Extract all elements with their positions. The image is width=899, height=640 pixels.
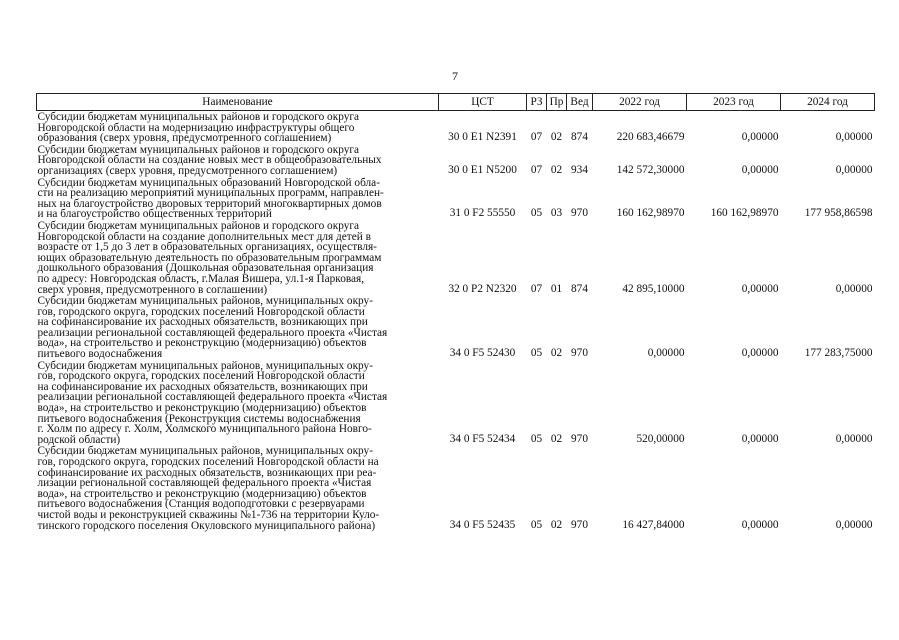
row-rz: 07 bbox=[530, 163, 543, 176]
name-line: вода», на строительство и реконструкцию (модернизацию) объектов bbox=[37, 337, 367, 350]
row-name bbox=[37, 111, 439, 144]
row-name bbox=[37, 177, 439, 220]
row-name bbox=[37, 220, 439, 295]
row-pr: 01 bbox=[550, 282, 563, 295]
name-line: реализации региональной составляющей федерального проекта «Чистая bbox=[37, 326, 388, 339]
name-line: родской области) bbox=[37, 433, 121, 446]
row-cst: 34 0 F5 52435 bbox=[449, 518, 516, 531]
name-line: возрасте от 1,5 до 3 лет в образовательных организациях, осуществля- bbox=[37, 241, 377, 254]
row-2023: 0,00000 bbox=[741, 347, 779, 360]
row-2024: 0,00000 bbox=[835, 131, 873, 144]
name-line: вода», на строительство и реконструкцию (модернизацию) объектов bbox=[37, 402, 367, 415]
row-2022: 0,00000 bbox=[647, 347, 685, 360]
row-2023: 0,00000 bbox=[741, 131, 779, 144]
row-2023: 0,00000 bbox=[741, 432, 779, 445]
row-ved: 970 bbox=[571, 518, 588, 531]
row-2024: 177 958,86598 bbox=[804, 207, 873, 220]
name-line: ных на благоустройство дворовых территорий многоквартирных домов bbox=[37, 197, 382, 210]
row-cst: 34 0 F5 52430 bbox=[449, 347, 516, 360]
budget-table bbox=[36, 93, 875, 531]
name-line: дошкольного образования (Дошкольная образовательная организация bbox=[37, 262, 374, 275]
row-pr: 02 bbox=[550, 518, 563, 531]
name-line: сверх уровня, предусмотренного в соглашении) bbox=[37, 283, 268, 296]
row-cst: 31 0 F2 55550 bbox=[449, 207, 516, 220]
row-rz: 05 bbox=[530, 207, 543, 220]
row-2022: 42 895,10000 bbox=[622, 282, 685, 295]
row-pr: 02 bbox=[550, 432, 563, 445]
header-cst: ЦСТ bbox=[439, 94, 527, 111]
name-line: Субсидии бюджетам муниципальных районов и городского округа bbox=[37, 111, 359, 123]
name-line: Субсидии бюджетам муниципальных образований Новгородской обла- bbox=[37, 176, 380, 189]
row-name bbox=[37, 360, 439, 446]
header-2024: 2024 год bbox=[781, 94, 875, 111]
name-line: гов, городского округа, городских поселений Новгородской области bbox=[37, 370, 365, 383]
row-pr: 02 bbox=[550, 163, 563, 176]
name-line: по адресу: Новгородская область, г.Малая Вишера, ул.1-я Парковая, bbox=[37, 272, 365, 285]
row-pr: 03 bbox=[550, 207, 563, 220]
name-line: Новгородской области на создание дополнительных мест для детей в bbox=[37, 230, 371, 243]
table-row bbox=[37, 144, 875, 177]
table-row bbox=[37, 177, 875, 220]
row-rz: 05 bbox=[530, 347, 543, 360]
row-ved: 970 bbox=[571, 207, 588, 220]
row-2023: 160 162,98970 bbox=[710, 207, 779, 220]
name-line: ющих образовательную деятельность по образовательным программам bbox=[37, 251, 382, 264]
row-2024: 0,00000 bbox=[835, 163, 873, 176]
header-2023: 2023 год bbox=[687, 94, 781, 111]
name-line: гов, городского округа, городских поселений Новгородской области bbox=[37, 305, 365, 318]
name-line: софинансирование их расходных обязательств, возникающих при реа- bbox=[37, 466, 377, 479]
row-2022: 16 427,84000 bbox=[622, 518, 685, 531]
row-pr: 02 bbox=[550, 347, 563, 360]
header-2022: 2022 год bbox=[593, 94, 687, 111]
table-body bbox=[37, 111, 875, 532]
row-cst: 30 0 E1 N5200 bbox=[448, 163, 517, 176]
header-name: Наименование bbox=[37, 94, 439, 111]
row-cst: 32 0 P2 N2320 bbox=[448, 282, 517, 295]
name-line: образования (сверх уровня, предусмотренного соглашением) bbox=[37, 132, 332, 145]
row-2022: 520,00000 bbox=[636, 432, 685, 445]
row-ved: 934 bbox=[571, 163, 588, 176]
row-2023: 0,00000 bbox=[741, 518, 779, 531]
name-line: на софинансирование их расходных обязательств, возникающих при bbox=[37, 316, 368, 329]
name-line: Субсидии бюджетам муниципальных районов и городского округа bbox=[37, 143, 359, 156]
row-2024: 177 283,75000 bbox=[804, 347, 873, 360]
name-line: Субсидии бюджетам муниципальных районов и городского округа bbox=[37, 219, 359, 232]
row-name bbox=[37, 445, 439, 531]
row-ved: 874 bbox=[571, 131, 588, 144]
name-line: питьевого водоснабжения (Станция водоподготовки с резервуарами bbox=[37, 498, 365, 511]
row-name bbox=[37, 144, 439, 177]
row-rz: 07 bbox=[530, 131, 543, 144]
name-line: г. Холм по адресу г. Холм, Холмского муниципального района Новго- bbox=[37, 423, 372, 436]
name-line: питьевого водоснабжения (Реконструкция системы водоснабжения bbox=[37, 412, 361, 425]
header-row bbox=[37, 94, 875, 111]
row-2023: 0,00000 bbox=[741, 163, 779, 176]
row-ved: 874 bbox=[571, 282, 588, 295]
row-rz: 07 bbox=[530, 282, 543, 295]
name-line: Субсидии бюджетам муниципальных районов, муниципальных окру- bbox=[37, 359, 373, 372]
name-line: на софинансирование их расходных обязательств, возникающих при bbox=[37, 380, 368, 393]
row-2024: 0,00000 bbox=[835, 432, 873, 445]
row-2023: 0,00000 bbox=[741, 282, 779, 295]
row-ved: 970 bbox=[571, 432, 588, 445]
name-line: организациях (сверх уровня, предусмотренного соглашением) bbox=[37, 164, 338, 177]
table-row bbox=[37, 360, 875, 446]
row-cst: 34 0 F5 52434 bbox=[449, 432, 516, 445]
name-line: тинского городского поселения Окуловского муниципального района) bbox=[37, 519, 376, 532]
row-rz: 05 bbox=[530, 518, 543, 531]
row-name bbox=[37, 295, 439, 360]
row-rz: 05 bbox=[530, 432, 543, 445]
table-row bbox=[37, 295, 875, 360]
name-line: Субсидии бюджетам муниципальных районов, муниципальных окру- bbox=[37, 295, 373, 308]
row-2022: 160 162,98970 bbox=[616, 207, 685, 220]
name-line: лизации региональной составляющей федерального проекта «Чистая bbox=[37, 477, 372, 490]
name-line: питьевого водоснабжения bbox=[37, 348, 163, 361]
name-line: Новгородской области на модернизацию инфраструктуры общего bbox=[37, 121, 355, 134]
row-2024: 0,00000 bbox=[835, 282, 873, 295]
table-row bbox=[37, 220, 875, 295]
row-2022: 220 683,46679 bbox=[616, 131, 685, 144]
name-line: Субсидии бюджетам муниципальных районов, муниципальных окру- bbox=[37, 445, 373, 458]
row-2022: 142 572,30000 bbox=[616, 163, 685, 176]
header-pr: Пр bbox=[547, 94, 567, 111]
name-line: вода», на строительство и реконструкцию (модернизацию) объектов bbox=[37, 487, 367, 500]
row-2024: 0,00000 bbox=[835, 518, 873, 531]
row-ved: 970 bbox=[571, 347, 588, 360]
table-row bbox=[37, 445, 875, 531]
table-row bbox=[37, 111, 875, 144]
name-line: Новгородской области на создание новых мест в общеобразовательных bbox=[37, 154, 382, 167]
name-line: гов, городского округа, городских поселений Новгородской области на bbox=[37, 456, 379, 468]
row-cst: 30 0 E1 N2391 bbox=[448, 131, 517, 144]
name-line: реализации региональной составляющей федерального проекта «Чистая bbox=[37, 391, 388, 404]
row-pr: 02 bbox=[550, 131, 563, 144]
header-ved: Вед bbox=[567, 94, 593, 111]
page-number: 7 bbox=[452, 69, 458, 83]
name-line: и на благоустройство общественных территорий bbox=[37, 208, 272, 221]
header-rz: РЗ bbox=[527, 94, 547, 111]
name-line: сти на реализацию мероприятий муниципальных программ, направлен- bbox=[37, 187, 384, 200]
name-line: чистой воды и реконструкцией скважины №1-736 на территории Куло- bbox=[37, 508, 380, 521]
table-header bbox=[37, 94, 875, 111]
